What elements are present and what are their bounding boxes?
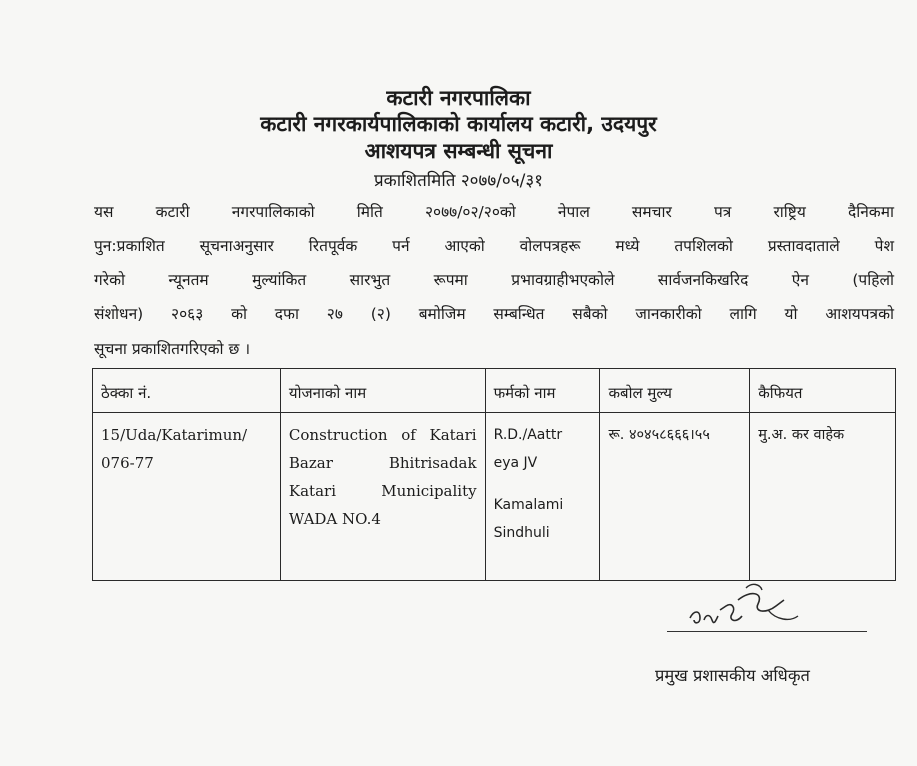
- cell-firm: [485, 413, 600, 581]
- header-remarks: कैफियत: [750, 369, 896, 413]
- table-row: [93, 413, 896, 581]
- office-name: कटारी नगरकार्यपालिकाको कार्यालय कटारी, उदयपुर: [260, 112, 657, 136]
- firm-address: Kamalami Sindhuli: [493, 497, 564, 541]
- signature-line: [667, 631, 867, 632]
- firm-name: R.D./Aattr eya JV: [493, 427, 563, 471]
- header-contract-no: ठेक्का नं.: [93, 369, 281, 413]
- signer-title: प्रमुख प्रशासकीय अधिकृत: [655, 666, 810, 685]
- published-date: प्रकाशितमिति २०७७/०५/३१: [373, 171, 544, 191]
- cell-project: Construction of Katari Bazar Bhitrisadak Katari Municipality WADA NO.4: [280, 413, 485, 581]
- table-header-row: [93, 369, 896, 413]
- header-project: योजनाको नाम: [280, 369, 485, 413]
- cell-amount: रू. ४०४५८६६६।५५: [600, 413, 750, 581]
- cell-contract-no: 15/Uda/Katarimun/ 076-77: [93, 413, 281, 581]
- notice-line-3: गरेको न्यूनतम मुल्यांकित सारभुत रूपमा प्रभावग्राहीभएकोले सार्वजनकिखरिद ऐन (पहिलो: [94, 271, 894, 289]
- notice-line-4: संशोधन) २०६३ को दफा २७ (२) बमोजिम सम्बन्धित सबैको जानकारीको लागि यो आशयपत्रको: [94, 305, 894, 323]
- header-firm: फर्मको नाम: [485, 369, 600, 413]
- notice-line-2: पुन:प्रकाशित सूचनाअनुसार रितपूर्वक पर्न आएको वोलपत्रहरू मध्ये तपशिलको प्रस्तावदाताले पेश: [94, 237, 894, 255]
- notice-line-1: यस कटारी नगरपालिकाको मिति २०७७/०२/२०को नेपाल समचार पत्र राष्ट्रिय दैनिकमा: [94, 203, 894, 221]
- cell-remarks: मु.अ. कर वाहेक: [750, 413, 896, 581]
- notice-line-5: सूचना प्रकाशितगरिएको छ ।: [94, 340, 251, 358]
- notice-title: आशयपत्र सम्बन्धी सूचना: [364, 139, 553, 163]
- municipality-name: कटारी नगरपालिका: [386, 86, 531, 110]
- header-amount: कबोल मुल्य: [600, 369, 750, 413]
- award-table: [92, 368, 896, 581]
